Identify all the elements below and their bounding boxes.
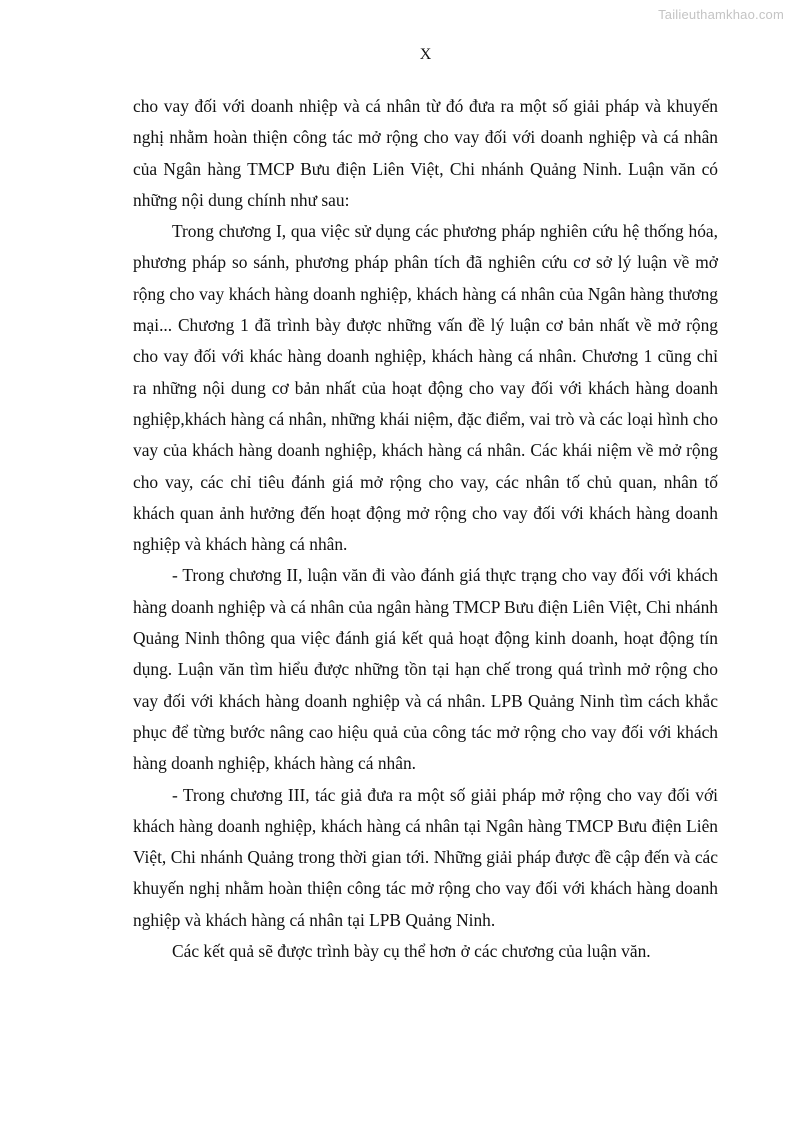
paragraph-chapter-1: Trong chương I, qua việc sử dụng các phương pháp nghiên cứu hệ thống hóa, phương pháp so sánh, phương pháp phân tích đã nghiên cứu cơ sở lý luận về mở rộng cho vay khách hàng doanh nghiệp, khách hàng cá nhân của Ngân hàng thương mại... Chương 1 đã trình bày được những vấn đề lý luận cơ bản nhất về mở rộng cho vay đối với khác hàng doanh nghiệp, khách hàng cá nhân. Chương 1 cũng chỉ ra những nội dung cơ bản nhất của hoạt động cho vay đối với khách hàng doanh nghiệp,khách hàng cá nhân, những khái niệm, đặc điểm, vai trò và các loại hình cho vay của khách hàng doanh nghiệp, khách hàng cá nhân. Các khái niệm về mở rộng cho vay, các chỉ tiêu đánh giá mở rộng cho vay, các nhân tố chủ quan, nhân tố khách quan ảnh hưởng đến hoạt động mở rộng cho vay đối với khách hàng doanh nghiệp và khách hàng cá nhân. — [133, 221, 718, 555]
paragraph-conclusion: Các kết quả sẽ được trình bày cụ thể hơn ở các chương của luận văn. — [172, 941, 651, 962]
document-body — [133, 91, 718, 967]
watermark: Tailieuthamkhao.com — [658, 7, 784, 22]
paragraph-continuation: cho vay đối với doanh nhiệp và cá nhân từ đó đưa ra một số giải pháp và khuyến nghị nhằm hoàn thiện công tác mở rộng cho vay đối với doanh nghiệp và cá nhân của Ngân hàng TMCP Bưu điện Liên Việt, Chi nhánh Quảng Ninh. Luận văn có những nội dung chính như sau: — [133, 96, 718, 210]
paragraph-chapter-2: - Trong chương II, luận văn đi vào đánh giá thực trạng cho vay đối với khách hàng doanh nghiệp và cá nhân của ngân hàng TMCP Bưu điện Liên Việt, Chi nhánh Quảng Ninh thông qua việc đánh giá kết quả hoạt động kinh doanh, hoạt động tín dụng. Luận văn tìm hiểu được những tồn tại hạn chế trong quá trình mở rộng cho vay đối với khách hàng doanh nghiệp và cá nhân. LPB Quảng Ninh tìm cách khắc phục để từng bước nâng cao hiệu quả của công tác mở rộng cho vay đối với khách hàng doanh nghiệp, khách hàng cá nhân. — [133, 565, 718, 774]
page-number: X — [419, 46, 432, 63]
paragraph-chapter-3: - Trong chương III, tác giả đưa ra một số giải pháp mở rộng cho vay đối với khách hàng doanh nghiệp, khách hàng cá nhân tại Ngân hàng TMCP Bưu điện Liên Việt, Chi nhánh Quảng trong thời gian tới. Những giải pháp được đề cập đến và các khuyến nghị nhằm hoàn thiện công tác mở rộng cho vay đối với khách hàng doanh nghiệp và khách hàng cá nhân tại LPB Quảng Ninh. — [133, 784, 718, 930]
